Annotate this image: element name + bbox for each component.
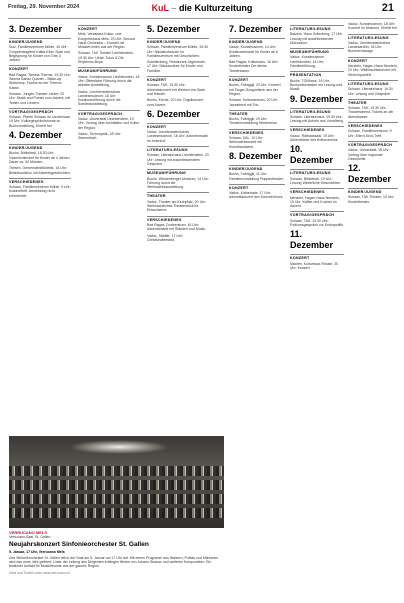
category-heading: VERSCHIEDENES: [229, 129, 285, 135]
event-listing: Schaan, Familienzentrum Mühle, 15.30 Uhr: Nikolausbesuch im Familienzentrum mit Geschichten.: [147, 45, 208, 58]
category-heading: KONZERT: [147, 76, 209, 82]
event-listing: Vaduz, Liechtensteinisches Landesmuseum, 18 Uhr: Kuratorenführung durch die Sonderausstellung.: [78, 89, 121, 107]
section-subtitle: die Kulturzeitung: [178, 3, 253, 13]
event-listing: Vaduz, Liechtensteinisches Landesmuseum, 18 Uhr: Adventsmusik im Innenhof.: [147, 130, 208, 143]
event-listing: Schaan, Familienzentrum, 9 Uhr: Eltern-Kind-Treff.: [348, 129, 392, 138]
category-heading: KONZERT: [229, 76, 285, 82]
category-heading: KONZERT: [78, 25, 140, 31]
listing-column-6: [348, 22, 398, 597]
event-listing: Vaduz, Kunstmuseum, 18 Uhr: Konzert im Museum, Eintritt frei.: [348, 22, 398, 31]
event-listing: Schaan, SAL, 10 Uhr: Weihnachtsmarkt mit Kunsthandwerk.: [229, 136, 263, 149]
category-heading: KONZERT: [348, 57, 398, 63]
event-listing: Vaduz, Theater am Kirchplatz, 20 Uhr: Weihnachtliches Theaterstück für Erwachsene.: [147, 199, 207, 213]
event-listing: Sulz, Familienzentrum Mühle, 15 Uhr: Gruppenangebot Kafka-Kind: Spiel und Begegnung für Kinder von 0 bis 4 Jahren.: [9, 45, 70, 63]
event-listing: Buchs, Fabriggli, 20 Uhr: Theatervorstellung Winterreise.: [229, 117, 278, 126]
edition-date: Freitag, 29. November 2024: [8, 4, 80, 10]
event-listing: Vaduz, Liechtensteinisches Landesarchiv, 18 Uhr: Buchvernissage.: [348, 40, 391, 54]
event-listing: Vaduz, Kunstmuseum Liechtenstein, 18 Uhr: Öffentliche Führung durch die aktuelle Ausstellung.: [78, 74, 140, 88]
event-listing: Vaduz, Kathedrale, 17 Uhr: Adventskonzert des Kammerchors.: [229, 191, 284, 200]
event-listing: Schaan, Literaturhaus, 19.30 Uhr: Lesung mit Autorin aus Vorarlberg.: [290, 114, 344, 124]
category-heading: LITERATUR/LESUNG: [348, 34, 398, 40]
category-heading: MUSEUM/FÜHRUNG: [147, 169, 209, 175]
event-listing: Vaduz, Städtle, 17 Uhr: Christkindlemarkt.: [147, 233, 183, 242]
listing-column-1: [9, 22, 71, 427]
listing-column-5: [290, 22, 344, 597]
date-heading: 12. Dezember: [348, 163, 392, 185]
event-listing: Nendeln, Hagen-Haus Nendeln, 15 Uhr: Kaffee und Kuchen im Advent.: [290, 195, 340, 209]
category-heading: KONZERT: [290, 254, 344, 260]
event-listing: Schaan, Bibliothek, 19 Uhr: Lesung Winterliche Geschichten.: [290, 176, 342, 185]
event-listing: Schaan, Literaturhaus Liechtenstein, 20 Uhr: Lesung mit anschliessendem Gespräch.: [147, 153, 209, 166]
event-listing: Vaduz, Universität, 18 Uhr: Vortrag über regionale Geschichte.: [348, 148, 390, 161]
date-heading: 8. Dezember: [229, 150, 283, 161]
section-title: KuL – die Kulturzeitung: [151, 3, 253, 13]
category-heading: LITERATUR/LESUNG: [147, 146, 209, 152]
orchestra-photo: [9, 436, 224, 528]
event-listing: Vaduz, Kunstmuseum Liechtenstein, 14 Uhr: Familienführung.: [290, 55, 325, 69]
category-heading: KINDER/JUGEND: [9, 38, 71, 44]
category-heading: VERSCHIEDENES: [290, 126, 344, 132]
category-heading: VERSCHIEDENES: [9, 178, 71, 184]
event-listing: Bad Ragaz, Kulturhaus, 16 Uhr: Kindertheater Der kleine Tannenbaum.: [229, 60, 279, 73]
date-heading: 9. Dezember: [290, 93, 344, 104]
event-listing: Schaan, TAK, 19.30 Uhr: Podiumsgespräch zur Kulturpolitik.: [290, 218, 344, 228]
date-heading: 7. Dezember: [229, 24, 283, 34]
date-heading: 10. Dezember: [290, 144, 334, 166]
event-listing: Schaan, Familienzentrum Mühle, 9 Uhr: Krabbeltreff, Anmeldung nicht erforderlich.: [9, 185, 71, 198]
date-heading: 11. Dezember: [290, 229, 334, 251]
event-listing: Buchs, Bibliothek, 15.30 Uhr: Geschichtenzeit für Kinder ab 4 Jahren, Dauer ca. 30 Minuten.: [9, 151, 71, 164]
category-heading: KONZERT: [9, 65, 71, 71]
category-heading: VORTRAG/GESPRÄCH: [78, 110, 140, 116]
event-listing: Balzers, Haus Gutenberg, 17 Uhr: Lesung mit anschliessender Diskussion.: [290, 32, 343, 45]
category-heading: VORTRAG/GESPRÄCH: [9, 108, 71, 114]
event-listing: Buchs, Fabriggli, 11 Uhr: Familienvorstellung Puppentheater.: [229, 172, 284, 181]
category-heading: VERSCHIEDENES: [290, 188, 344, 194]
category-heading: KONZERT: [147, 123, 209, 129]
header-divider: [8, 18, 396, 19]
event-listing: Nendeln, Hagen-Haus Nendeln, 20 Uhr: Weihnachtskonzert mit Streichquartett.: [348, 64, 398, 77]
event-listing: Mels, Verkauara Kultur- und Kongresshaus Mels, 20 Uhr: Second Hand Orchestra – Konzert mit Musiker:innen aus der Region.: [78, 32, 136, 50]
category-heading: VERSCHIEDENES: [348, 122, 398, 128]
event-listing: Schaan, Literaturhaus, 19.30 Uhr: Lesung und Gespräch.: [348, 87, 393, 96]
category-heading: THEATER: [348, 99, 398, 105]
event-listing: Vaduz, Rathaussaal, 19 Uhr: Adventsfeier des Kulturvereins.: [290, 133, 339, 143]
event-listing: Schaan, TAK Theater Liechtenstein, 19.30 Uhr: Ulrich Tukur & Die Rhythmus Boys.: [78, 51, 134, 65]
event-listing: Vaduz, Universität Liechtenstein, 19 Uhr: Vortrag über Architektur und Kultur der Region.: [78, 117, 140, 130]
event-listing: Triesen, Gemeindebibliothek, 16 Uhr: Bilderbuchkino mit Adventsgeschichten.: [9, 166, 71, 175]
event-listing: Vaduz, Technopark, 18 Uhr: Stammtisch.: [78, 131, 122, 141]
event-listing: Schellenberg, Restaurant Jägerstube, 17 Uhr: Nikolausfeier für Kinder und Familien.: [147, 60, 206, 73]
listing-column-2: [78, 22, 140, 427]
event-listing: Buchs, TONhaus, 19 Uhr: Buchpräsentation mit Lesung und Musik.: [290, 78, 343, 92]
event-listing: Schaan, Kulturzentrum, 20 Uhr: Jazzabend mit Trio.: [229, 98, 279, 107]
category-heading: VORTRAG/GESPRÄCH: [348, 141, 398, 147]
event-listing: Schaan, Jungen-Theater-Lieder, 20 Uhr: Musik und Poesie zum Advent, mit Texten und Liedern.: [9, 91, 71, 105]
page-number: 21: [381, 2, 394, 14]
feature-article: [9, 531, 224, 575]
feature-body: Das Sinfonieorchester St. Gallen tritt in der Saal am 5. Januar um 17 Uhr auf. Mit einem Programm aus Walzern, Polkas und Märschen wird das neue Jahr gefeiert. Unter der Leitung des Dirigenten erklingen Werke von Johann Strauss und weiteren Komponisten. Ein festlicher Auftakt für Musikfreunde aus der ganzen Region.: [9, 555, 219, 569]
feature-meta: 5. Januar, 17 Uhr, Verrucano Mels: [9, 549, 65, 554]
feature-ticket-note: Infos und Tickets unter www.verrucano.ch: [9, 570, 71, 575]
feature-title: Neujahrskonzert Sinfonieorchester St. Gallen: [9, 540, 149, 548]
category-heading: LITERATUR/LESUNG: [290, 108, 344, 114]
category-heading: LITERATUR/LESUNG: [348, 80, 398, 86]
date-heading: 3. Dezember: [9, 24, 63, 34]
category-heading: THEATER: [229, 110, 285, 116]
category-heading: THEATER: [147, 192, 209, 198]
feature-kicker: VERRUCANO MELS: [9, 530, 48, 535]
event-listing: Mauren, Kulturhaus Rössle, 20 Uhr: Konzert.: [290, 261, 339, 270]
category-heading: PRÄSENTATION: [290, 71, 344, 77]
event-listing: Schaan, TAK, 19.30 Uhr: Adventskonzert mit Werken von Bach und Händel.: [147, 83, 206, 96]
event-listing: Schaan, Pfarrei Schaan im Lauriensaal, 19 Uhr: Kulturgesprächsrunde zu Buchvorstellung, Eintritt frei.: [9, 115, 71, 128]
category-heading: VORTRAG/GESPRÄCH: [290, 211, 344, 217]
section-name: KuL: [151, 3, 169, 13]
category-heading: KINDER/JUGEND: [229, 38, 285, 44]
feature-place: Verrucano-Saal, St. Gallen: [9, 535, 51, 540]
event-listing: Buchs, Werdenberger Museum, 14 Uhr: Führung durch die Weihnachtsausstellung.: [147, 176, 209, 190]
category-heading: LITERATUR/LESUNG: [290, 25, 344, 31]
event-listing: Bad Ragaz, Dorfzentrum, 16 Uhr: Adventsmarkt mit Ständen und Musik.: [147, 222, 206, 232]
category-heading: KINDER/JUGEND: [229, 165, 285, 171]
date-heading: 4. Dezember: [9, 130, 63, 141]
category-heading: KINDER/JUGEND: [348, 188, 398, 194]
category-heading: KINDER/JUGEND: [147, 38, 209, 44]
listing-column-4: [229, 22, 285, 597]
event-listing: Buchs, Kirche, 20 Uhr: Orgelkonzert zum Advent.: [147, 98, 204, 107]
category-heading: VERSCHIEDENES: [147, 216, 209, 222]
category-heading: MUSEUM/FÜHRUNG: [78, 67, 140, 73]
event-listing: Schaan, TAK Theater, 10 Uhr: Kindertheater.: [348, 195, 395, 204]
category-heading: MUSEUM/FÜHRUNG: [290, 48, 344, 54]
page-header: [0, 0, 404, 18]
category-heading: LITERATUR/LESUNG: [290, 169, 344, 175]
event-listing: Vaduz, Kunstmuseum, 14 Uhr: Kreativwerkstatt für Kinder ab 6 Jahren.: [229, 45, 278, 58]
event-listing: Schaan, TAK, 19.30 Uhr: Theaterabend, Tickets an der Abendkasse.: [348, 106, 394, 119]
category-heading: KINDER/JUGEND: [9, 144, 71, 150]
date-heading: 5. Dezember: [147, 24, 201, 34]
event-listing: Buchs, Fabriggli, 20 Uhr: Konzert mit Singer-Songwriterin aus der Region.: [229, 83, 281, 96]
event-listing: Bad Ragaz, Tamina Therme, 19.30 Uhr: Samira Sabaz Quartet – Make-up Workshop, Tickets an der Therme-Kasse.: [9, 72, 71, 90]
category-heading: KONZERT: [229, 184, 285, 190]
date-heading: 6. Dezember: [147, 108, 201, 119]
